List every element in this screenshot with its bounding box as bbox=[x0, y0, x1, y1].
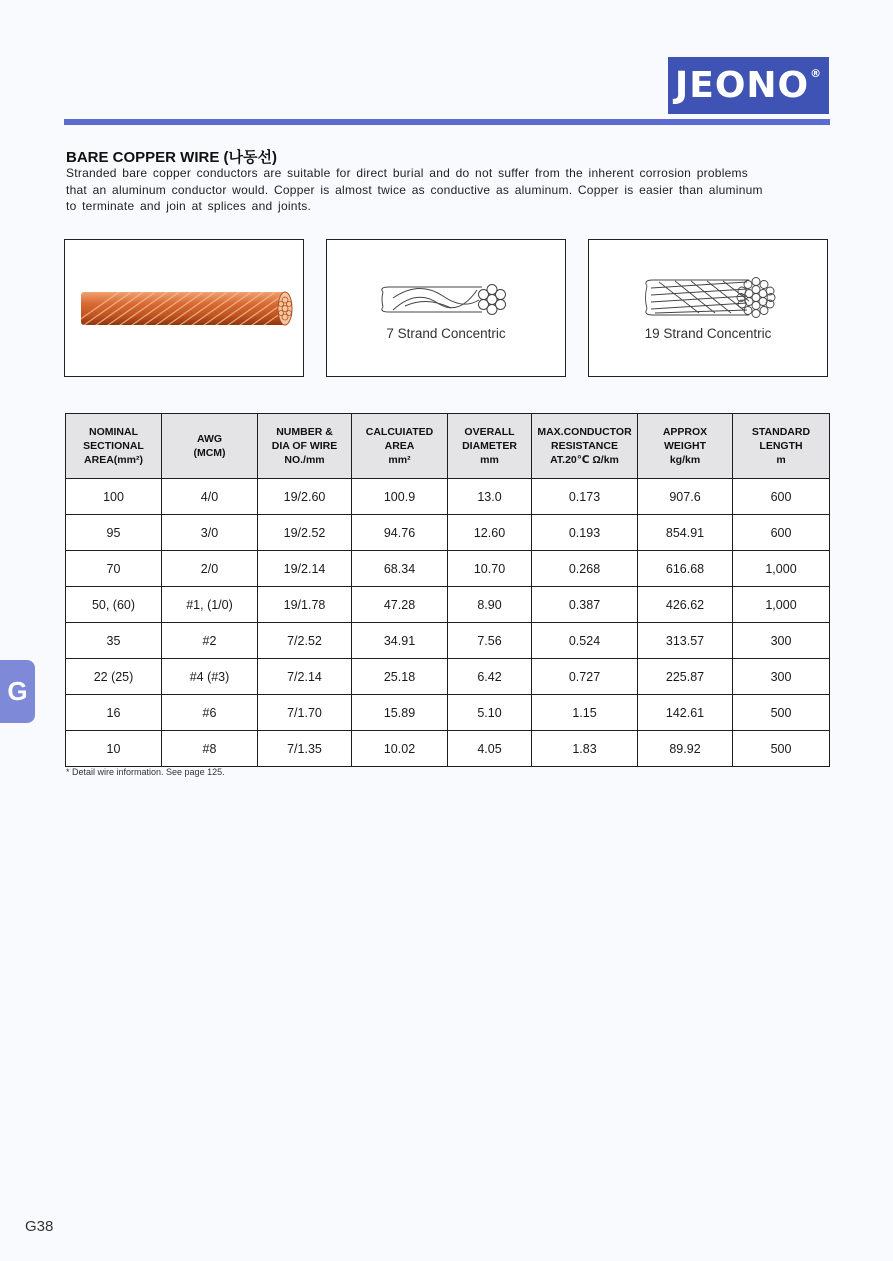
table-header-row bbox=[66, 414, 830, 479]
table-cell: 7/2.52 bbox=[258, 623, 352, 659]
figure-19-strand bbox=[588, 239, 828, 377]
table-cell: 600 bbox=[733, 479, 830, 515]
header-rule bbox=[64, 119, 830, 125]
table-cell: 10.70 bbox=[448, 551, 532, 587]
table-cell: 12.60 bbox=[448, 515, 532, 551]
table-cell: 854.91 bbox=[638, 515, 733, 551]
table-cell: 7/2.14 bbox=[258, 659, 352, 695]
header-awg: AWG (MCM) bbox=[162, 414, 258, 479]
table-cell: 15.89 bbox=[352, 695, 448, 731]
header-calculated-area: CALCUIATED AREA mm² bbox=[352, 414, 448, 479]
table-cell: 22 (25) bbox=[66, 659, 162, 695]
table-cell: 1,000 bbox=[733, 587, 830, 623]
table-cell: 16 bbox=[66, 695, 162, 731]
page-number: G38 bbox=[25, 1218, 54, 1235]
table-cell: 0.193 bbox=[532, 515, 638, 551]
table-cell: 94.76 bbox=[352, 515, 448, 551]
table-cell: 500 bbox=[733, 731, 830, 767]
table-cell: 13.0 bbox=[448, 479, 532, 515]
table-cell: 0.268 bbox=[532, 551, 638, 587]
table-cell: 1.83 bbox=[532, 731, 638, 767]
table-cell: 3/0 bbox=[162, 515, 258, 551]
header-nominal-area: NOMINAL SECTIONAL AREA(mm²) bbox=[66, 414, 162, 479]
table-cell: 10.02 bbox=[352, 731, 448, 767]
table-row bbox=[66, 551, 830, 587]
table-cell: 19/2.52 bbox=[258, 515, 352, 551]
table-cell: 426.62 bbox=[638, 587, 733, 623]
table-cell: 0.173 bbox=[532, 479, 638, 515]
brand-name: JEONO bbox=[674, 65, 810, 106]
table-cell: 500 bbox=[733, 695, 830, 731]
table-row bbox=[66, 731, 830, 767]
table-cell: 0.387 bbox=[532, 587, 638, 623]
table-cell: 19/2.14 bbox=[258, 551, 352, 587]
table-cell: #8 bbox=[162, 731, 258, 767]
table-cell: 0.524 bbox=[532, 623, 638, 659]
table-cell: 25.18 bbox=[352, 659, 448, 695]
header-number-dia: NUMBER & DIA OF WIRE NO./mm bbox=[258, 414, 352, 479]
header-overall-diameter: OVERALL DIAMETER mm bbox=[448, 414, 532, 479]
header-approx-weight: APPROX WEIGHT kg/km bbox=[638, 414, 733, 479]
table-row bbox=[66, 695, 830, 731]
section-tab: G bbox=[0, 660, 35, 723]
footnote: * Detail wire information. See page 125. bbox=[66, 767, 225, 777]
brand-logo bbox=[668, 57, 829, 114]
table-row bbox=[66, 587, 830, 623]
table-cell: 47.28 bbox=[352, 587, 448, 623]
table-row bbox=[66, 479, 830, 515]
table-cell: 2/0 bbox=[162, 551, 258, 587]
figure-caption: 19 Strand Concentric bbox=[644, 326, 772, 341]
table-cell: 95 bbox=[66, 515, 162, 551]
section-intro: Stranded bare copper conductors are suitable for direct burial and do not suffer from the inherent corrosion problems that an aluminum conductor would. Copper is almost twice as conductive as aluminum. Copper is easier than aluminum to terminate and join at splices and joints. bbox=[66, 166, 763, 213]
table-row bbox=[66, 623, 830, 659]
table-cell: 313.57 bbox=[638, 623, 733, 659]
table-cell: 35 bbox=[66, 623, 162, 659]
seven-strand-diagram-icon bbox=[327, 240, 565, 376]
copper-wire-photo bbox=[65, 240, 303, 376]
table-cell: 1.15 bbox=[532, 695, 638, 731]
table-cell: #1, (1/0) bbox=[162, 587, 258, 623]
table-cell: 300 bbox=[733, 659, 830, 695]
registered-mark: ® bbox=[810, 67, 823, 80]
nineteen-strand-diagram-icon bbox=[589, 240, 827, 376]
table-cell: 19/1.78 bbox=[258, 587, 352, 623]
figure-wire-photo bbox=[64, 239, 304, 377]
table-cell: 0.727 bbox=[532, 659, 638, 695]
table-cell: 34.91 bbox=[352, 623, 448, 659]
table-cell: 5.10 bbox=[448, 695, 532, 731]
table-cell: 4.05 bbox=[448, 731, 532, 767]
table-cell: 7.56 bbox=[448, 623, 532, 659]
table-cell: 19/2.60 bbox=[258, 479, 352, 515]
spec-table bbox=[65, 413, 830, 767]
table-cell: 8.90 bbox=[448, 587, 532, 623]
table-cell: #2 bbox=[162, 623, 258, 659]
table-cell: #4 (#3) bbox=[162, 659, 258, 695]
table-cell: 10 bbox=[66, 731, 162, 767]
table-cell: 100.9 bbox=[352, 479, 448, 515]
table-cell: #6 bbox=[162, 695, 258, 731]
figure-caption: 7 Strand Concentric bbox=[386, 326, 506, 341]
header-max-resistance: MAX.CONDUCTOR RESISTANCE AT.20℃ Ω/km bbox=[532, 414, 638, 479]
section-title: BARE COPPER WIRE (나동선) bbox=[66, 149, 277, 166]
table-cell: 6.42 bbox=[448, 659, 532, 695]
table-cell: 50, (60) bbox=[66, 587, 162, 623]
header-standard-length: STANDARD LENGTH m bbox=[733, 414, 830, 479]
table-cell: 68.34 bbox=[352, 551, 448, 587]
table-cell: 907.6 bbox=[638, 479, 733, 515]
table-cell: 142.61 bbox=[638, 695, 733, 731]
table-cell: 600 bbox=[733, 515, 830, 551]
table-cell: 616.68 bbox=[638, 551, 733, 587]
figure-7-strand bbox=[326, 239, 566, 377]
table-cell: 100 bbox=[66, 479, 162, 515]
table-cell: 1,000 bbox=[733, 551, 830, 587]
table-cell: 225.87 bbox=[638, 659, 733, 695]
table-cell: 7/1.70 bbox=[258, 695, 352, 731]
table-cell: 7/1.35 bbox=[258, 731, 352, 767]
table-cell: 300 bbox=[733, 623, 830, 659]
table-row bbox=[66, 515, 830, 551]
table-cell: 4/0 bbox=[162, 479, 258, 515]
table-cell: 89.92 bbox=[638, 731, 733, 767]
table-row bbox=[66, 659, 830, 695]
table-cell: 70 bbox=[66, 551, 162, 587]
